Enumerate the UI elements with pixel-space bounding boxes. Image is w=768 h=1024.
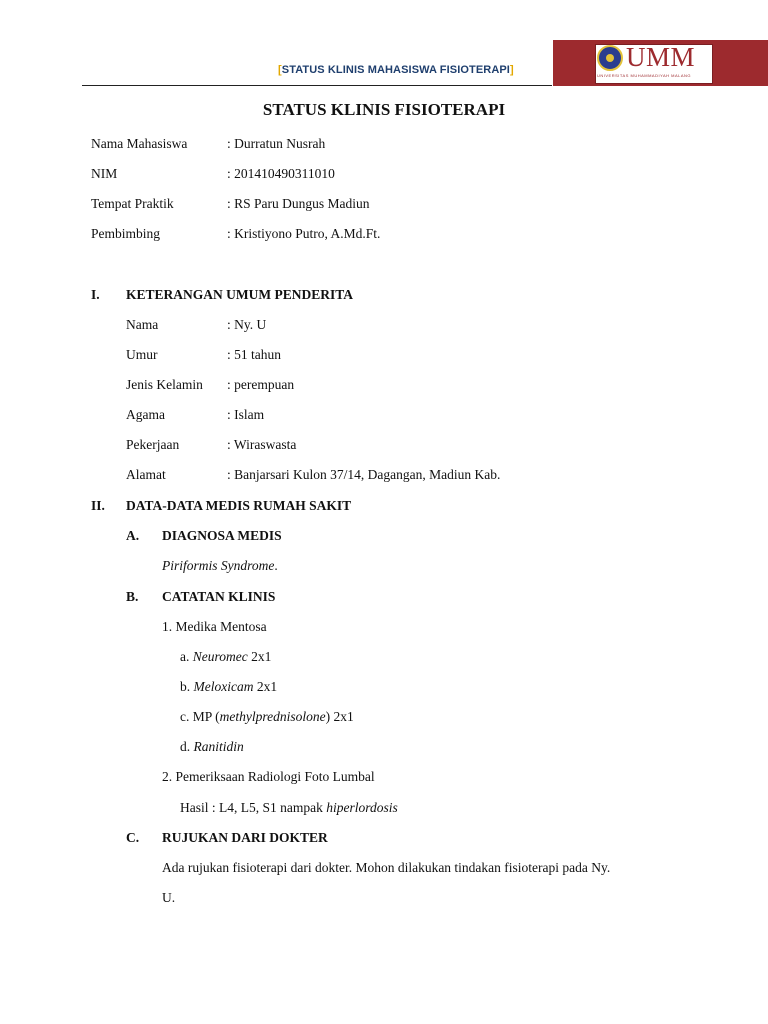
section-1-number: I. — [91, 287, 100, 302]
student-name-label: Nama Mahasiswa — [91, 136, 188, 151]
medication-d — [180, 739, 244, 755]
logo-text: UMM — [626, 42, 696, 72]
diagnosis-name: Piriformis Syndrome — [162, 558, 275, 573]
medication-d-name: Ranitidin — [193, 739, 244, 754]
diagnosis-period: . — [274, 558, 278, 573]
medication-c-prefix: c. MP ( — [180, 709, 220, 724]
subsection-b-letter: B. — [126, 589, 139, 604]
supervisor-value: : Kristiyono Putro, A.Md.Ft. — [227, 226, 381, 241]
medication-c-name: methylprednisolone — [219, 709, 326, 724]
result-label: Hasil — [180, 800, 209, 815]
medication-a-dose: 2x1 — [247, 649, 272, 664]
medication-c-dose: ) 2x1 — [325, 709, 354, 724]
document-title: STATUS KLINIS FISIOTERAPI — [262, 100, 506, 119]
practice-place-label: Tempat Praktik — [91, 196, 174, 211]
section-2-number: II. — [91, 498, 105, 513]
subsection-b-title: CATATAN KLINIS — [162, 589, 276, 604]
medication-b-prefix: b. — [180, 679, 194, 694]
patient-occupation-value: : Wiraswasta — [227, 437, 297, 452]
patient-gender-label: Jenis Kelamin — [126, 377, 203, 392]
clinical-item-1: 1. Medika Mentosa — [162, 619, 267, 634]
patient-age-value: : 51 tahun — [227, 347, 281, 362]
medication-c — [180, 709, 354, 725]
subsection-c-title: RUJUKAN DARI DOKTER — [162, 830, 328, 845]
patient-gender-value: : perempuan — [227, 377, 295, 392]
subsection-c-letter: C. — [126, 830, 140, 845]
practice-place-value: : RS Paru Dungus Madiun — [227, 196, 370, 211]
medication-a — [180, 649, 271, 665]
radiology-result — [180, 800, 398, 816]
patient-name-label: Nama — [126, 317, 159, 332]
patient-religion-label: Agama — [126, 407, 165, 422]
university-emblem-icon — [597, 45, 623, 71]
patient-address-label: Alamat — [126, 467, 166, 482]
patient-address-value: : Banjarsari Kulon 37/14, Dagangan, Madiun Kab. — [227, 467, 501, 482]
header-bracket-open: [ — [278, 64, 282, 76]
referral-text-line-1: Ada rujukan fisioterapi dari dokter. Mohon dilakukan tindakan fisioterapi pada Ny. — [162, 860, 611, 875]
medical-diagnosis — [162, 558, 278, 574]
subsection-a-letter: A. — [126, 528, 140, 543]
header-bracket-close: ] — [509, 64, 514, 76]
referral-text-line-2: U. — [162, 890, 176, 905]
patient-name-value: : Ny. U — [227, 317, 267, 332]
result-value: : L4, L5, S1 nampak — [208, 800, 327, 815]
supervisor-label: Pembimbing — [91, 226, 161, 241]
nim-label: NIM — [91, 166, 118, 181]
header-divider — [82, 85, 552, 86]
logo-subtext: UNIVERSITAS MUHAMMADIYAH MALANG — [597, 73, 692, 78]
section-2-title: DATA-DATA MEDIS RUMAH SAKIT — [126, 498, 352, 513]
clinical-item-2: 2. Pemeriksaan Radiologi Foto Lumbal — [162, 769, 375, 784]
medication-a-name: Neuromec — [192, 649, 248, 664]
patient-age-label: Umur — [126, 347, 158, 362]
result-finding: hiperlordosis — [326, 800, 398, 815]
section-1-title: KETERANGAN UMUM PENDERITA — [126, 287, 354, 302]
running-header — [278, 64, 514, 76]
medication-b-name: Meloxicam — [193, 679, 254, 694]
patient-religion-value: : Islam — [227, 407, 265, 422]
medication-a-prefix: a. — [180, 649, 193, 664]
patient-occupation-label: Pekerjaan — [126, 437, 180, 452]
subsection-a-title: DIAGNOSA MEDIS — [162, 528, 282, 543]
medication-b-dose: 2x1 — [253, 679, 278, 694]
nim-value: : 201410490311010 — [227, 166, 335, 181]
medication-b — [180, 679, 277, 695]
header-text: STATUS KLINIS MAHASISWA FISIOTERAPI — [281, 64, 510, 76]
medication-d-prefix: d. — [180, 739, 194, 754]
student-name-value: : Durratun Nusrah — [227, 136, 326, 151]
